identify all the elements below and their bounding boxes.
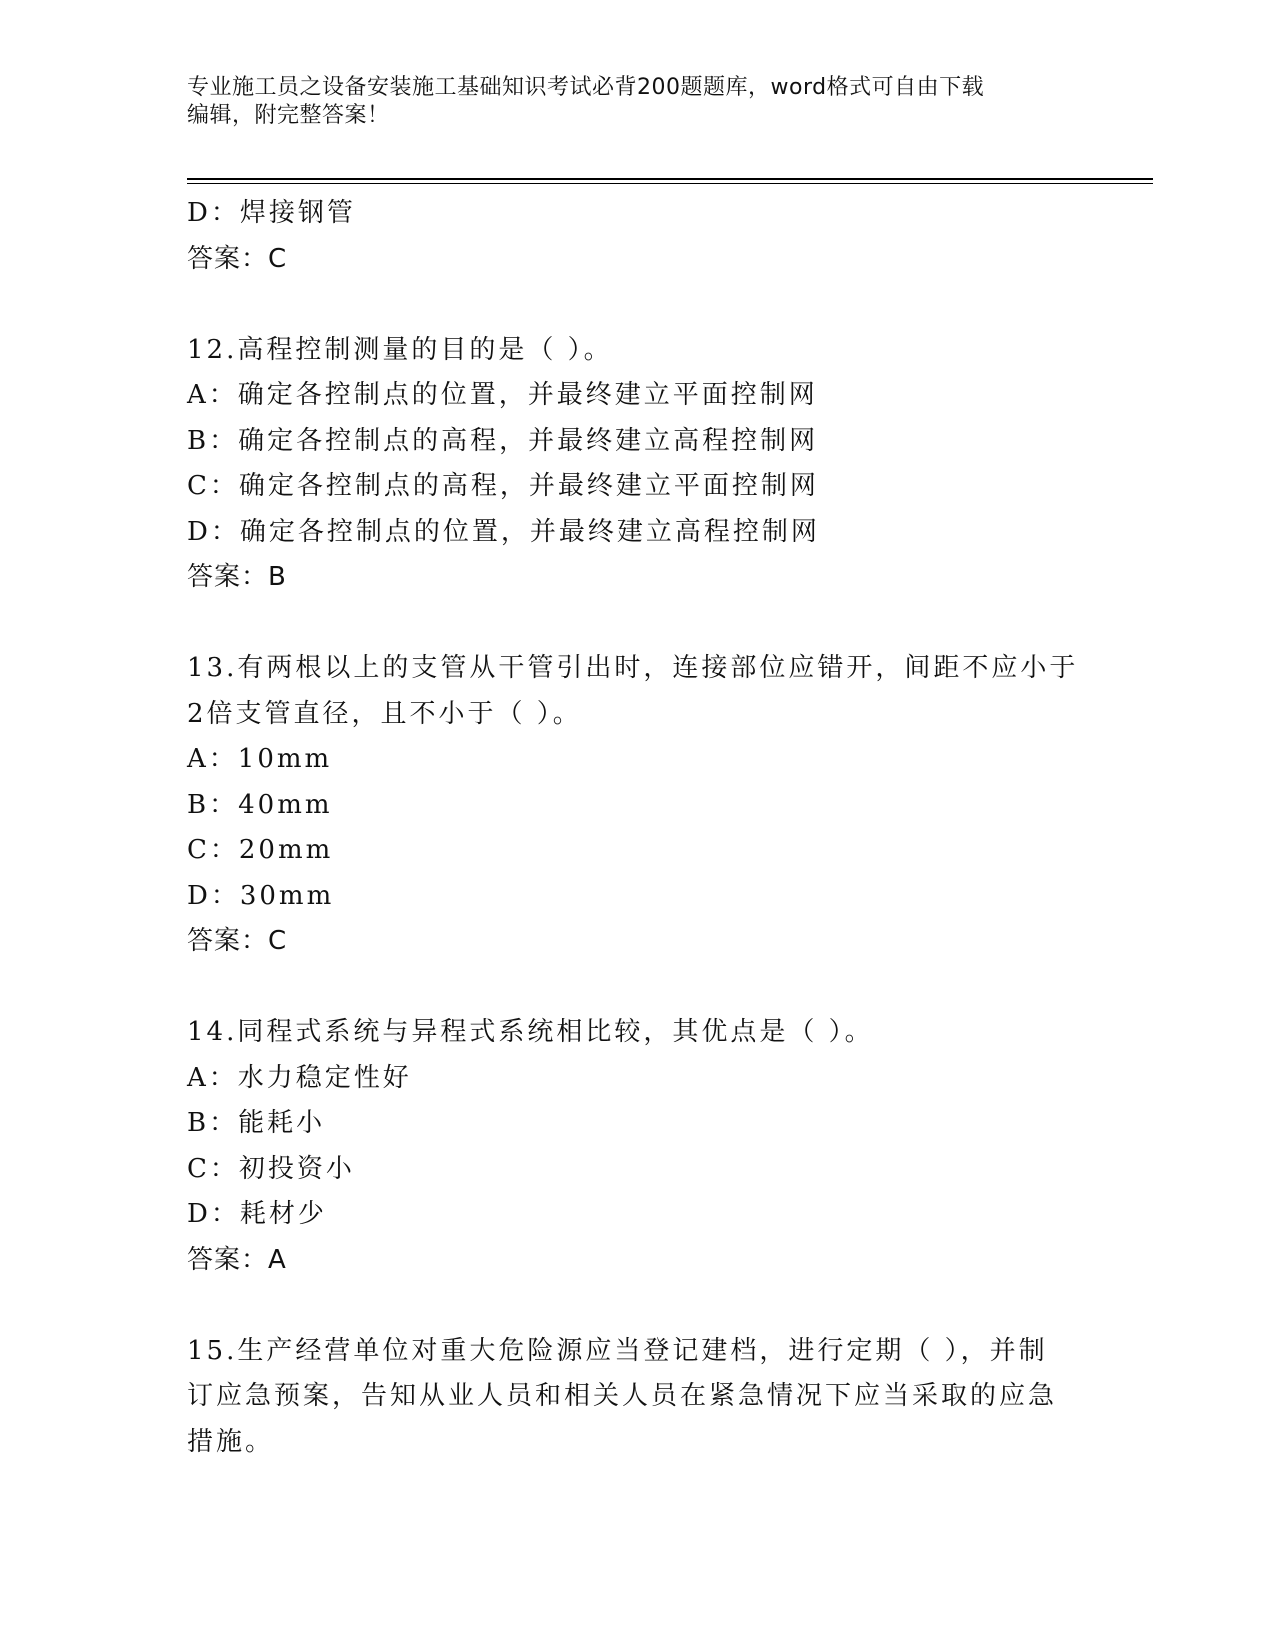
option-b: B：能耗小 xyxy=(187,1108,326,1138)
question-14 xyxy=(187,1010,1087,1283)
option-c: C：确定各控制点的高程，并最终建立平面控制网 xyxy=(187,471,819,501)
answer-line: 答案：C xyxy=(187,243,288,274)
header-divider xyxy=(187,178,1153,184)
question-stem-continued: 订应急预案，告知从业人员和相关人员在紧急情况下应当采取的应急 xyxy=(187,1381,1058,1411)
spacer xyxy=(187,965,1087,1011)
header-title-line-2: 编辑，附完整答案！ xyxy=(187,103,390,128)
option-d: D：30mm xyxy=(187,880,335,911)
page-header xyxy=(187,74,1067,130)
option-a: A：确定各控制点的位置，并最终建立平面控制网 xyxy=(187,380,818,410)
question-stem: 13.有两根以上的支管从干管引出时，连接部位应错开，间距不应小于 xyxy=(187,653,1079,683)
spacer xyxy=(187,601,1087,647)
question-list xyxy=(187,191,1087,1465)
option-d: D：确定各控制点的位置，并最终建立高程控制网 xyxy=(187,516,820,547)
option-c: C：20mm xyxy=(187,835,334,865)
option-c: C：初投资小 xyxy=(187,1153,355,1184)
answer-line: 答案：C xyxy=(187,926,288,956)
answer-line: 答案：A xyxy=(187,1244,287,1275)
spacer xyxy=(187,282,1087,328)
option-b: B：确定各控制点的高程，并最终建立高程控制网 xyxy=(187,425,819,456)
question-stem: 14.同程式系统与异程式系统相比较，其优点是（ ）。 xyxy=(187,1017,874,1047)
question-13 xyxy=(187,646,1087,965)
question-12 xyxy=(187,328,1087,601)
option-a: A：10mm xyxy=(187,744,333,774)
option-d: D：耗材少 xyxy=(187,1199,327,1229)
option-b: B：40mm xyxy=(187,789,333,820)
question-stem: 12.高程控制测量的目的是（ ）。 xyxy=(187,334,613,365)
header-title-line-1: 专业施工员之设备安装施工基础知识考试必背200题题库，word格式可自由下载 xyxy=(187,75,985,100)
question-stem-continued: 2倍支管直径，且不小于（ ）。 xyxy=(187,698,582,729)
question-15 xyxy=(187,1329,1087,1466)
question-stem: 15.生产经营单位对重大危险源应当登记建档，进行定期（ ），并制 xyxy=(187,1335,1048,1366)
option-d: D：焊接钢管 xyxy=(187,198,356,228)
answer-line: 答案：B xyxy=(187,562,287,592)
question-stem-continued: 措施。 xyxy=(187,1426,275,1457)
spacer xyxy=(187,1283,1087,1329)
option-a: A：水力稳定性好 xyxy=(187,1062,412,1093)
